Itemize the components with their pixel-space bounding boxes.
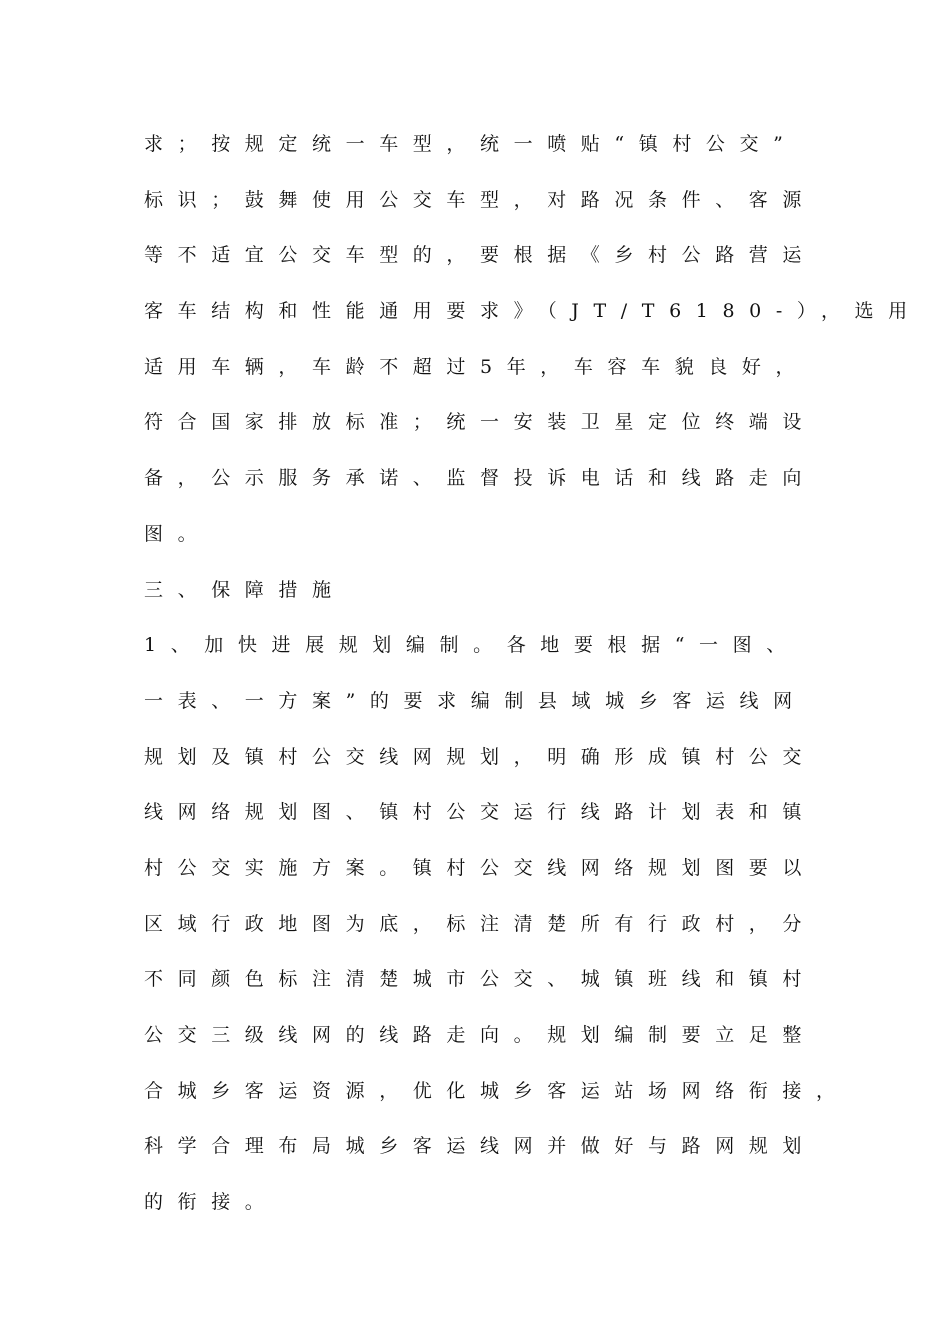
text-line: 备，公示服务承诺、监督投诉电话和线路走向	[144, 467, 817, 490]
text-line: 区域行政地图为底，标注清楚所有行政村，分	[144, 912, 817, 935]
text-line: 标识；鼓舞使用公交车型，对路况条件、客源	[144, 188, 817, 211]
text-line: 客车结构和性能通用要求》（JT/T6180-），选用	[144, 300, 922, 323]
text-line: 规划及镇村公交线网规划，明确形成镇村公交	[144, 745, 817, 768]
section-heading: 三、保障措施	[144, 578, 346, 601]
text-line: 求；按规定统一车型，统一喷贴“镇村公交”	[144, 133, 798, 155]
text-line: 公交三级线网的线路走向。规划编制要立足整	[144, 1024, 817, 1046]
text-line: 合城乡客运资源，优化城乡客运站场网络衔接，	[144, 1079, 850, 1102]
text-line: 适用车辆，车龄不超过5年，车容车貌良好，	[144, 355, 810, 378]
text-line: 符合国家排放标准；统一安装卫星定位终端设	[144, 411, 817, 434]
text-line: 一表、一方案”的要求编制县域城乡客运线网	[144, 689, 807, 712]
document-body	[144, 117, 922, 1231]
text-line: 不同颜色标注清楚城市公交、城镇班线和镇村	[144, 968, 817, 991]
text-line: 科学合理布局城乡客运线网并做好与路网规划	[144, 1135, 817, 1158]
text-line: 图。	[144, 522, 212, 545]
text-line: 等不适宜公交车型的，要根据《乡村公路营运	[144, 244, 817, 267]
text-line: 的衔接。	[144, 1191, 279, 1214]
text-line: 线网络规划图、镇村公交运行线路计划表和镇	[144, 801, 817, 824]
text-line: 1、加快进展规划编制。各地要根据“一图、	[144, 634, 800, 657]
text-line: 村公交实施方案。镇村公交线网络规划图要以	[144, 856, 817, 879]
